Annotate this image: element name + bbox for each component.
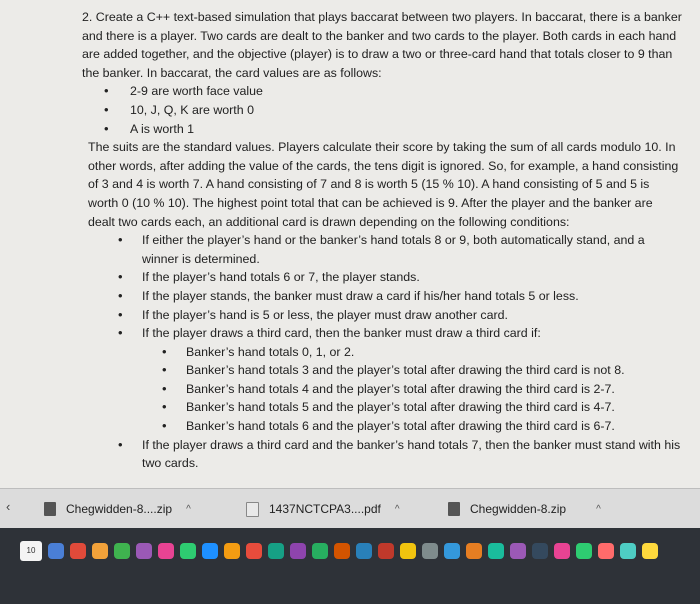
dock-app-icon[interactable]: [400, 543, 416, 559]
dock-app-icon[interactable]: [378, 543, 394, 559]
dock-app-icon[interactable]: [444, 543, 460, 559]
dock-app-icon[interactable]: [246, 543, 262, 559]
list-item: • Banker’s hand totals 6 and the player’s total after drawing the third card is 6-7.: [82, 417, 682, 436]
list-item: • 10, J, Q, K are worth 0: [82, 101, 682, 120]
document-content: [82, 8, 682, 473]
list-item: • If the player’s hand totals 6 or 7, the player stands.: [82, 268, 682, 287]
dock-app-icon[interactable]: [312, 543, 328, 559]
question-intro: 2. Create a C++ text-based simulation that plays baccarat between two players. In baccarat, there is a banker and there is a player. Two cards are dealt to the banker and two cards to the player. Both cards in each hand are added together, and the objective (player) is to draw a two or three-card hand that totals closer to 9 than the banker. In baccarat, the card values are as follows:: [82, 10, 682, 80]
dock-app-icon[interactable]: [510, 543, 526, 559]
dock-app-icon[interactable]: [488, 543, 504, 559]
download-filename: 1437NCTCPA3....pdf: [269, 502, 381, 516]
zip-file-icon: [448, 502, 460, 516]
pdf-file-icon: [246, 502, 259, 517]
downloads-bar: [0, 488, 700, 529]
dock-app-icon[interactable]: [92, 543, 108, 559]
download-filename: Chegwidden-8....zip: [66, 502, 173, 516]
download-item-1[interactable]: [44, 499, 191, 519]
dock-app-icon[interactable]: [598, 543, 614, 559]
chevron-up-icon[interactable]: ^: [394, 503, 400, 515]
download-item-3[interactable]: [448, 499, 601, 519]
download-item-2[interactable]: [246, 499, 400, 519]
dock-app-icon[interactable]: [180, 543, 196, 559]
list-item: • If either the player’s hand or the banker’s hand totals 8 or 9, both automatically stand, and a winner is determined.: [82, 231, 682, 268]
zip-file-icon: [44, 502, 56, 516]
list-item: • If the player draws a third card and the banker’s hand totals 7, then the banker must stand with his two cards.: [82, 436, 682, 473]
dock-app-icon[interactable]: [620, 543, 636, 559]
dock-app-icon[interactable]: [290, 543, 306, 559]
dock-app-icon[interactable]: [114, 543, 130, 559]
chevron-up-icon[interactable]: ^: [186, 503, 191, 515]
chevron-up-icon[interactable]: ^: [596, 503, 601, 515]
dock-app-icon[interactable]: [532, 543, 548, 559]
dock-app-icon[interactable]: [70, 543, 86, 559]
dock-app-icon[interactable]: [334, 543, 350, 559]
dock-app-icon[interactable]: [466, 543, 482, 559]
card-values-list: [82, 82, 682, 138]
list-item: • Banker’s hand totals 3 and the player’s total after drawing the third card is not 8.: [82, 361, 682, 380]
dock-apps: [20, 534, 658, 568]
list-item: • 2-9 are worth face value: [82, 82, 682, 101]
list-item: • Banker’s hand totals 0, 1, or 2.: [82, 343, 682, 362]
scroll-left-caret-icon[interactable]: ‹: [6, 499, 11, 514]
dock-app-icon[interactable]: [422, 543, 438, 559]
dock-app-icon[interactable]: [642, 543, 658, 559]
dock-app-icon[interactable]: [48, 543, 64, 559]
dock-app-icon[interactable]: [224, 543, 240, 559]
list-item: • If the player draws a third card, then the banker must draw a third card if:: [82, 324, 682, 343]
list-item: • Banker’s hand totals 4 and the player’s total after drawing the third card is 2-7.: [82, 380, 682, 399]
banker-rules-list: [82, 343, 682, 436]
last-condition-list: [82, 436, 682, 473]
dock: [0, 528, 700, 604]
list-item: • If the player’s hand is 5 or less, the player must draw another card.: [82, 306, 682, 325]
dock-app-icon[interactable]: [202, 543, 218, 559]
dock-app-icon[interactable]: [158, 543, 174, 559]
conditions-list: [82, 231, 682, 343]
dock-app-icon[interactable]: [356, 543, 372, 559]
download-filename: Chegwidden-8.zip: [470, 502, 567, 516]
list-item: • A is worth 1: [82, 120, 682, 139]
dock-app-icon[interactable]: [136, 543, 152, 559]
dock-app-icon[interactable]: [554, 543, 570, 559]
list-item: • If the player stands, the banker must draw a card if his/her hand totals 5 or less.: [82, 287, 682, 306]
suits-paragraph: The suits are the standard values. Players calculate their score by taking the sum of all cards modulo 10. In other words, after adding the value of the cards, the tens digit is ignored. So, for example, a hand consisting of 3 and 4 is worth 7. A hand consisting of 7 and 8 is worth 5 (15 % 10). A hand consisting of 5 and 5 is worth 0 (10 % 10). The highest point total that can be achieved is 9. After the player and the banker are dealt two cards each, an additional card is drawn depending on the following conditions:: [88, 140, 679, 229]
calendar-icon[interactable]: 10: [20, 541, 42, 561]
list-item: • Banker’s hand totals 5 and the player’s total after drawing the third card is 4-7.: [82, 398, 682, 417]
dock-app-icon[interactable]: [576, 543, 592, 559]
dock-app-icon[interactable]: [268, 543, 284, 559]
